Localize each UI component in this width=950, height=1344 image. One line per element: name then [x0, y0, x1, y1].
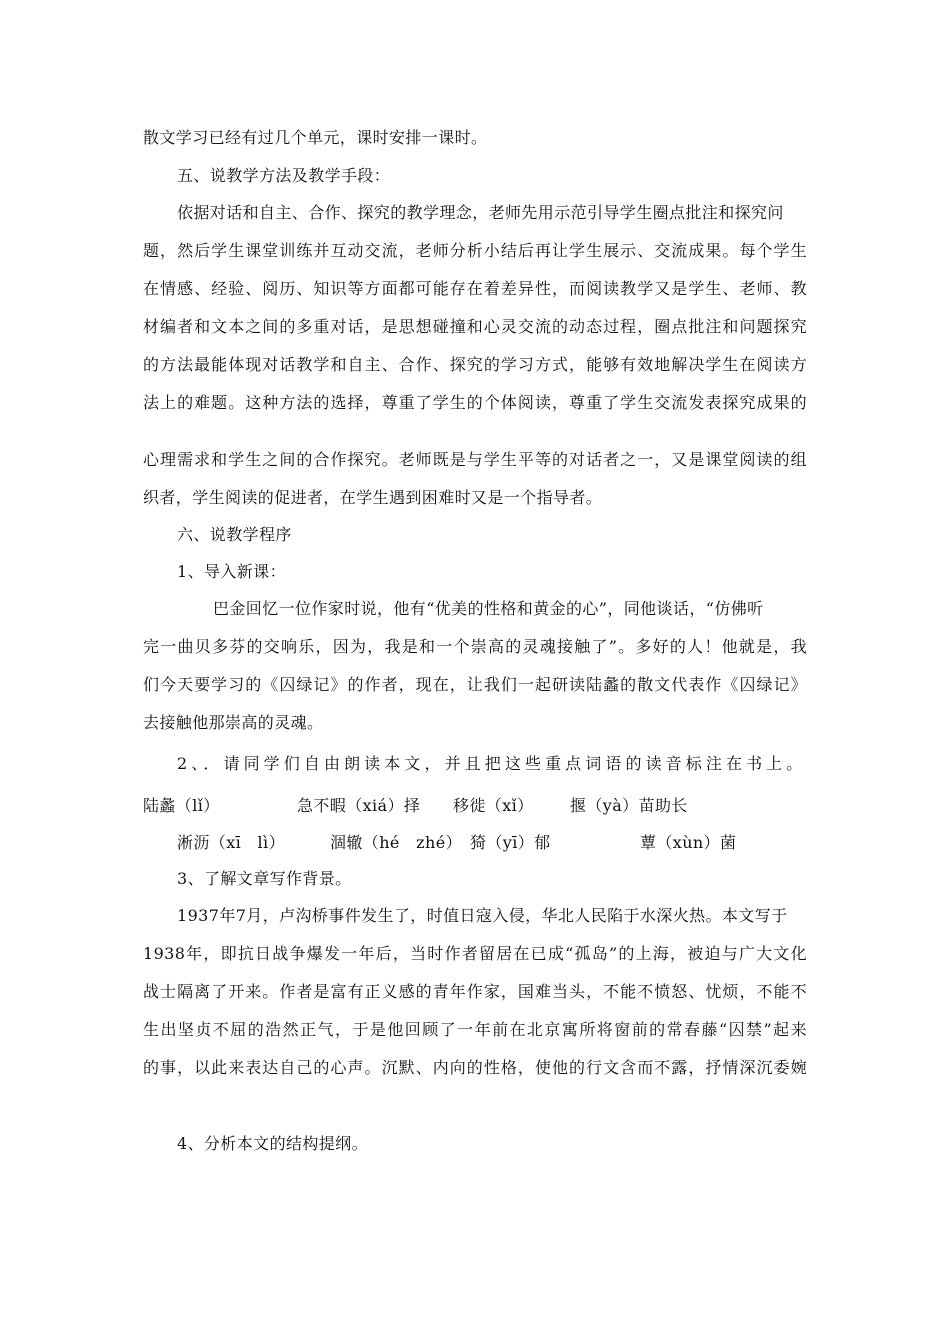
- vocab-word: 猗（yī）郁: [470, 833, 551, 852]
- paragraph-line: 们今天要学习的《囚绿记》的作者，现在，让我们一起研读陆蠡的散文代表作《囚绿记》: [143, 675, 807, 694]
- paragraph-line: 的方法最能体现对话教学和自主、合作、探究的学习方式，能够有效地解决学生在阅读方: [143, 355, 807, 374]
- paragraph-line: 散文学习已经有过几个单元，课时安排一课时。: [143, 128, 488, 147]
- instruction-line: 2、．请同学们自由朗读本文，并且把这些重点词语的读音标注在书上。: [177, 754, 807, 773]
- vocab-word: 移徙（xǐ）: [453, 796, 534, 815]
- subsection-heading: 4、分析本文的结构提纲。: [177, 1134, 368, 1153]
- paragraph-line: 1938年，即抗日战争爆发一年后，当时作者留居在已成“孤岛”的上海，被迫与广大文化: [143, 944, 807, 963]
- section-heading: 五、说教学方法及教学手段：: [177, 166, 391, 185]
- paragraph-line: 战士隔离了开来。作者是富有正义感的青年作家，国难当头，不能不愤怒、忧烦，不能不: [143, 982, 807, 1001]
- paragraph-line: 依据对话和自主、合作、探究的教学理念，老师先用示范引导学生圈点批注和探究问: [177, 203, 784, 222]
- paragraph-line: 织者，学生阅读的促进者，在学生遇到困难时又是一个指导者。: [143, 488, 603, 507]
- vocab-word: 急不暇（xiá）择: [297, 796, 421, 815]
- paragraph-line: 1937年7月，卢沟桥事件发生了，时值日寇入侵，华北人民陷于水深火热。本文写于: [177, 906, 788, 925]
- subsection-heading: 1、导入新课：: [177, 562, 286, 581]
- paragraph-line: 心理需求和学生之间的合作探究。老师既是与学生平等的对话者之一，又是课堂阅读的组: [143, 450, 807, 469]
- vocab-word: 陆蠡（lǐ）: [143, 796, 220, 815]
- vocab-word: 揠（yà）苗助长: [570, 796, 688, 815]
- paragraph-line: 材编者和文本之间的多重对话，是思想碰撞和心灵交流的动态过程，圈点批注和问题探究: [143, 317, 807, 336]
- paragraph-line: 巴金回忆一位作家时说，他有“优美的性格和黄金的心”，同他谈话，“仿佛听: [213, 599, 764, 618]
- paragraph-line: 去接触他那崇高的灵魂。: [143, 713, 324, 732]
- paragraph-line: 生出坚贞不屈的浩然正气，于是他回顾了一年前在北京寓所将窗前的常春藤“囚禁”起来: [143, 1020, 807, 1039]
- paragraph-line: 的事，以此来表达自己的心声。沉默、内向的性格，使他的行文含而不露，抒情深沉委婉: [143, 1058, 807, 1077]
- vocab-word: 蕈（xùn）菌: [640, 833, 737, 852]
- section-heading: 六、说教学程序: [177, 525, 292, 544]
- subsection-heading: 3、了解文章写作背景。: [177, 869, 352, 888]
- paragraph-line: 法上的难题。这种方法的选择，尊重了学生的个体阅读，尊重了学生交流发表探究成果的: [143, 393, 807, 412]
- paragraph-line: 题，然后学生课堂训练并互动交流，老师分析小结后再让学生展示、交流成果。每个学生: [143, 241, 807, 260]
- paragraph-line: 在情感、经验、阅历、知识等方面都可能存在着差异性，而阅读教学又是学生、老师、教: [143, 279, 807, 298]
- vocab-word: 涸辙（hé zhé）: [330, 833, 462, 852]
- paragraph-line: 完一曲贝多芬的交响乐，因为，我是和一个崇高的灵魂接触了”。多好的人！他就是，我: [143, 637, 807, 656]
- vocab-word: 淅沥（xī lì）: [177, 833, 285, 852]
